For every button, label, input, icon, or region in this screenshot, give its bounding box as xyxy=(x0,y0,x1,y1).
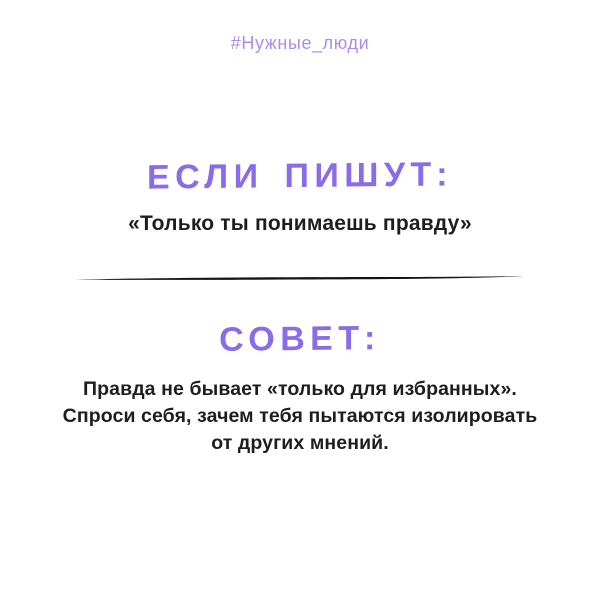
advice-heading: СОВЕТ: xyxy=(219,319,381,359)
advice-line-3: от других мнений. xyxy=(211,432,389,454)
trigger-heading: ЕСЛИ ПИШУТ: xyxy=(147,155,453,197)
hand-drawn-divider-line xyxy=(74,272,526,284)
trigger-quote: «Только ты понимаешь правду» xyxy=(128,212,472,235)
advice-line-1: Правда не бывает «только для избранных». xyxy=(83,378,517,400)
hashtag-label: #Нужные_люди xyxy=(230,33,370,53)
advice-line-2: Спроси себя, зачем тебя пытаются изолировать xyxy=(62,405,538,427)
advice-paragraph xyxy=(0,376,600,457)
